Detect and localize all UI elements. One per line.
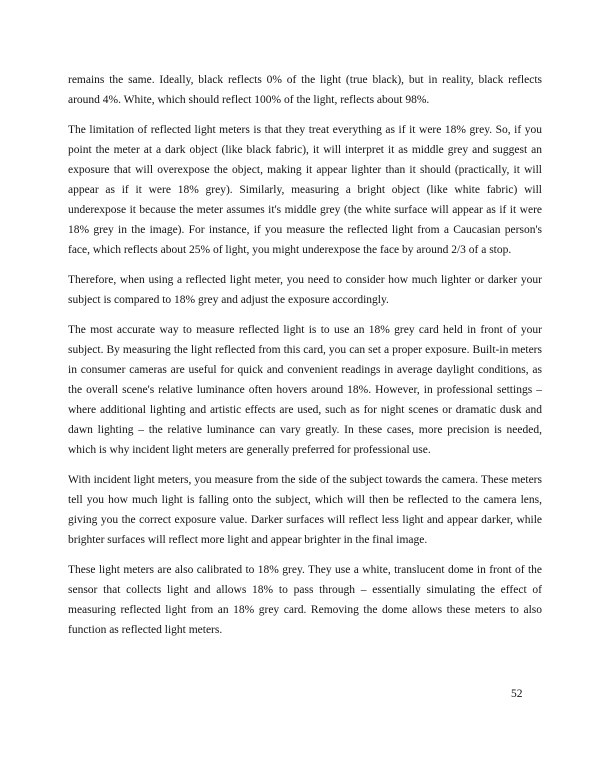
paragraph-5: With incident light meters, you measure from the side of the subject towards the camera. These meters tell you how much light is falling onto the subject, which will then be reflected to the camera lens, giving you the correct exposure value. Darker surfaces will reflect less light and appear darker, while brighter surfaces will reflect more light and appear brighter in the final image. <box>68 474 542 546</box>
page-number: 52 <box>511 688 523 700</box>
paragraph-6: These light meters are also calibrated to 18% grey. They use a white, translucent dome in front of the sensor that collects light and allows 18% to pass through – essentially simulating the effect of measuring reflected light from an 18% grey card. Removing the dome allows these meters to also function as reflected light meters. <box>68 564 542 636</box>
paragraph-3: Therefore, when using a reflected light meter, you need to consider how much lighter or darker your subject is compared to 18% grey and adjust the exposure accordingly. <box>68 274 542 306</box>
paragraph-1: remains the same. Ideally, black reflects 0% of the light (true black), but in reality, black reflects around 4%. White, which should reflect 100% of the light, reflects about 98%. <box>68 74 542 106</box>
page-body-text <box>68 70 542 650</box>
paragraph-4: The most accurate way to measure reflected light is to use an 18% grey card held in front of your subject. By measuring the light reflected from this card, you can set a proper exposure. Built-in meters in consumer cameras are useful for quick and convenient readings in average daylight conditions, as the overall scene's relative luminance often hovers around 18%. However, in professional settings – where additional lighting and artistic effects are used, such as for night scenes or dramatic dusk and dawn lighting – the relative luminance can vary greatly. In these cases, more precision is needed, which is why incident light meters are generally preferred for professional use. <box>68 324 542 456</box>
paragraph-2: The limitation of reflected light meters is that they treat everything as if it were 18% grey. So, if you point the meter at a dark object (like black fabric), it will interpret it as middle grey and suggest an exposure that will overexpose the object, making it appear lighter than it should (practically, it will appear as if it were 18% grey). Similarly, measuring a bright object (like white fabric) will underexpose it because the meter assumes it's middle grey (the white surface will appear as if it were 18% grey in the image). For instance, if you measure the reflected light from a Caucasian person's face, which reflects about 25% of light, you might underexpose the face by around 2/3 of a stop. <box>68 124 542 256</box>
